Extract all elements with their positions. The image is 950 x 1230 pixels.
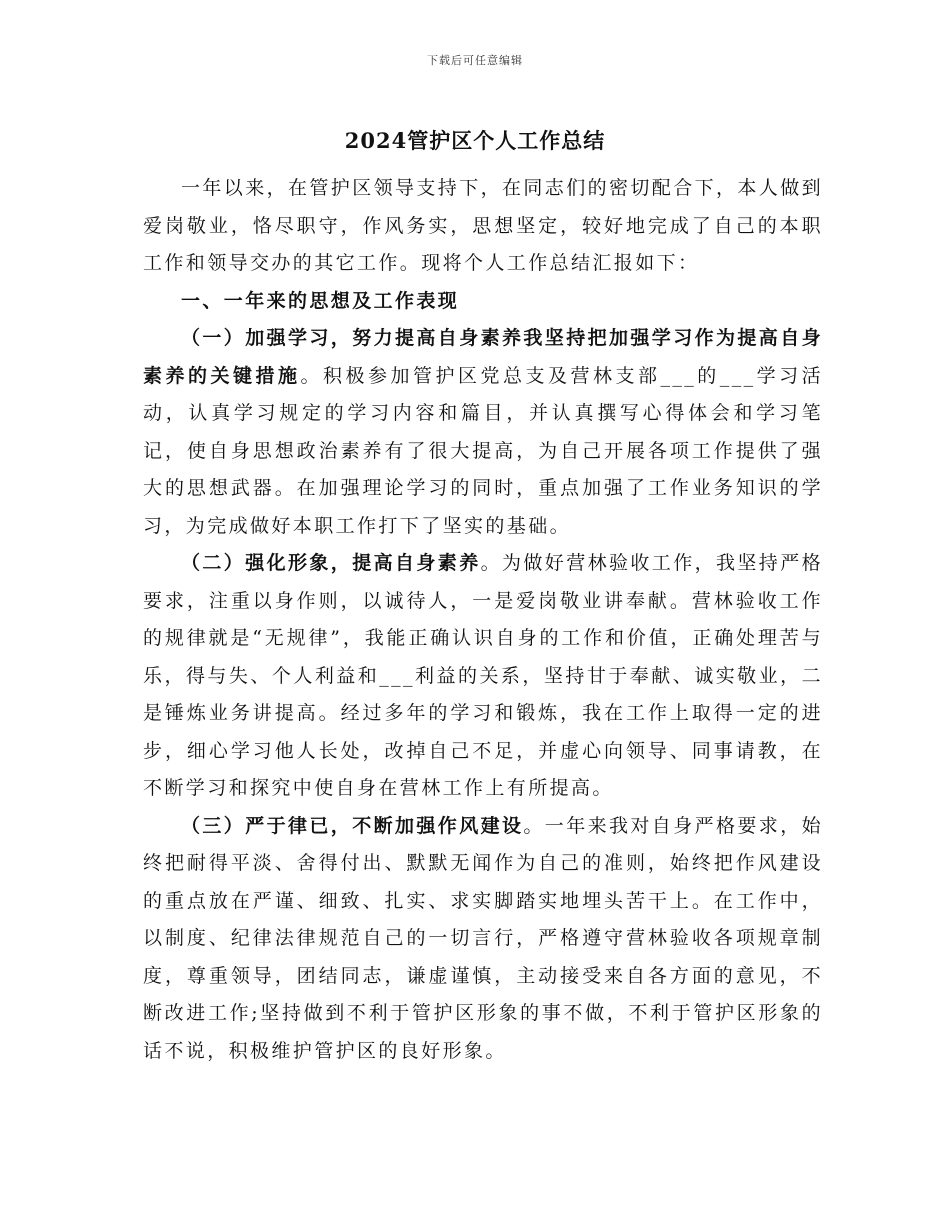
paragraph-study-body: 。积极参加管护区党总支及营林支部___的___学习活动，认真学习规定的学习内容和篇目，并认真撰写心得体会和学习笔记，使自身思想政治素养有了很大提高，为自己开展各项工作提供了强大的思想武器。在加强理论学习的同时，重点加强了工作业务知识的学习，为完成做好本职工作打下了坚实的基础。 <box>143 364 823 537</box>
paragraph-study-lead: （一）加强学习，努力提高自身素养我坚持把加强学习作为提高自身素养的关键措施 <box>143 327 824 387</box>
section-heading-1: 一、一年来的思想及工作表现 <box>181 289 460 312</box>
paragraph-discipline-lead: （三）严于律已，不断加强作风建设 <box>181 814 524 837</box>
paragraph-study <box>143 320 823 545</box>
download-note: 下载后可任意编辑 <box>427 54 523 67</box>
document-title: 2024管护区个人工作总结 <box>344 128 606 153</box>
paragraph-discipline <box>143 808 823 1071</box>
paragraph-discipline-body: 。一年来我对自身严格要求，始终把耐得平淡、舍得付出、默默无闻作为自己的准则，始终把作风建设的重点放在严谨、细致、扎实、求实脚踏实地埋头苦干上。在工作中，以制度、纪律法律规范自己的一切言行，严格遵守营林验收各项规章制度，尊重领导，团结同志，谦虚谨慎，主动接受来自各方面的意见，不断改进工作;坚持做到不利于管护区形象的事不做，不利于管护区形象的话不说，积极维护管护区的良好形象。 <box>143 814 824 1062</box>
paragraph-image-body: 。为做好营林验收工作，我坚持严格要求，注重以身作则，以诚待人，一是爱岗敬业讲奉献。营林验收工作的规律就是“无规律”，我能正确认识自身的工作和价值，正确处理苦与乐，得与失、个人利益和___利益的关系，坚持甘于奉献、诚实敬业，二是锤炼业务讲提高。经过多年的学习和锻炼，我在工作上取得一定的进步，细心学习他人长处，改掉自己不足，并虚心向领导、同事请教，在不断学习和探究中使自身在营林工作上有所提高。 <box>143 552 824 799</box>
intro-paragraph: 一年以来，在管护区领导支持下，在同志们的密切配合下，本人做到爱岗敬业，恪尽职守，作风务实，思想坚定，较好地完成了自己的本职工作和领导交办的其它工作。现将个人工作总结汇报如下： <box>143 177 824 274</box>
paragraph-image <box>143 545 823 808</box>
paragraph-image-lead: （二）强化形象，提高自身素养 <box>181 552 481 574</box>
document-body <box>143 170 823 1070</box>
